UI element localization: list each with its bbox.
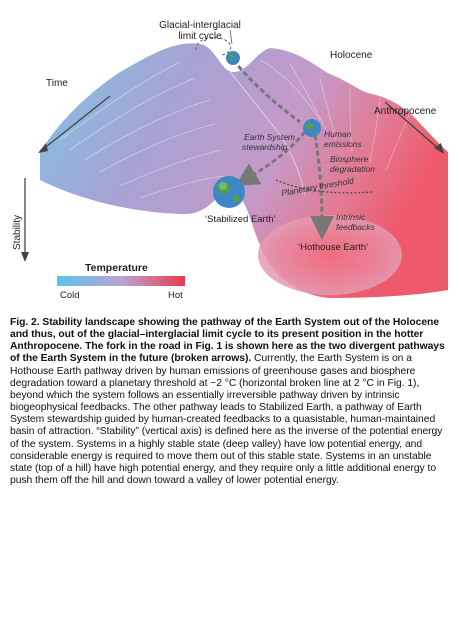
feedbacks-label: feedbacks [336, 222, 375, 232]
caption-bold-text: Stability landscape showing the pathway of the Earth System out of the Holocene and thus, out of the glacial–interglacial limit cycle to its present position in the hotter Anthropocene. The fork in the road in Fig. 1 is shown here as the two divergent pathways of the Earth System in the future (broken arrows). [10, 317, 445, 365]
earth-system-label: Earth System [244, 132, 296, 142]
globe-stabilized-earth-icon [213, 176, 245, 208]
legend-cold-label: Cold [60, 290, 80, 301]
hothouse-earth-label: ‘Hothouse Earth’ [298, 242, 369, 253]
glacial-cycle-label: Glacial-interglacial [159, 20, 241, 31]
anthropocene-label: Anthropocene [374, 106, 437, 117]
emissions-label: emissions [324, 139, 362, 149]
caption-figure-label: Fig. 2. [10, 317, 40, 328]
glacial-cycle-label-line2: limit cycle [178, 31, 222, 42]
human-label: Human [324, 129, 352, 139]
holocene-label: Holocene [330, 50, 373, 61]
intrinsic-label: Intrinsic [336, 212, 366, 222]
planetary-threshold-label: Planetary threshold [280, 175, 355, 198]
time-label: Time [46, 78, 68, 89]
figure-caption [10, 317, 452, 487]
temperature-legend [57, 262, 185, 301]
biosphere-label: Biosphere [330, 154, 369, 164]
caption-body-text: Currently, the Earth System is on a Hothouse Earth pathway driven by human emissions of greenhouse gases and biosphere degradation toward a planetary threshold at ~2 °C (horizontal broken line at 2 °C in Fig. 1), beyond which the system follows an essentially irreversible pathway driven by intrinsic biogeophysical feedbacks. The other pathway leads to Stabilized Earth, a pathway of Earth System stewardship guided by human-created feedbacks to a quasistable, human-maintained basin of attraction. “Stability” (vertical axis) is defined here as the inverse of the potential energy of the system. Systems in a highly stable state (deep valley) have low potential energy, and considerable energy is required to move them out of this stable state. Systems in an unstable state (top of a hill) have high potential energy, and they require only a little additional energy to push them off the hill and down toward a valley of lower potential energy. [10, 353, 443, 487]
stabilized-earth-label: ‘Stabilized Earth’ [205, 214, 276, 225]
legend-hot-label: Hot [168, 290, 183, 301]
degradation-label: degradation [330, 164, 375, 174]
legend-gradient-bar [57, 276, 185, 286]
globe-holocene-icon [226, 51, 240, 65]
stability-label: Stability [12, 214, 23, 250]
stewardship-label: stewardship [242, 142, 288, 152]
legend-title: Temperature [85, 262, 148, 274]
globe-anthropocene-icon [303, 119, 321, 137]
landscape-surface [40, 43, 448, 298]
